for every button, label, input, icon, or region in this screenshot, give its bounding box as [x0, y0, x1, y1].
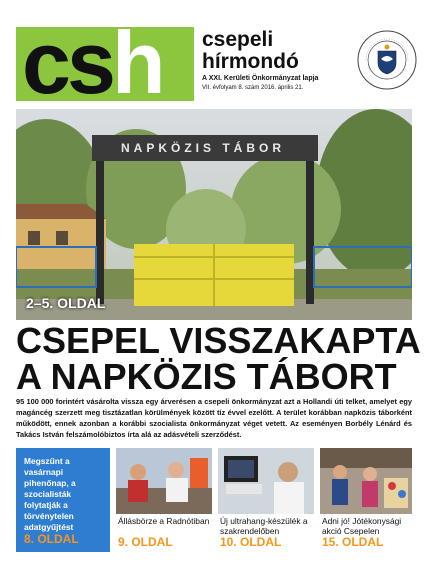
teaser-text: Új ultrahang-készülék a szakrendelőben	[220, 516, 308, 536]
newspaper-logo	[16, 27, 194, 101]
newspaper-title-line2: hírmondó	[202, 50, 299, 73]
issue-info: VII. évfolyam 8. szám 2016. április 21.	[202, 85, 304, 91]
teaser-strip	[16, 448, 412, 558]
teaser-charity[interactable]	[320, 448, 412, 552]
teaser-photo-job-fair	[116, 448, 212, 514]
newspaper-title-line1: csepeli	[202, 28, 274, 51]
teaser-page: 8. OLDAL	[24, 532, 79, 546]
hero-page-reference[interactable]: 2–5. OLDAL	[26, 295, 106, 311]
teaser-politics[interactable]	[16, 448, 110, 552]
gate-sign: NAPKÖZIS TÁBOR	[121, 141, 285, 155]
city-seal-icon	[356, 29, 418, 91]
newspaper-subtitle: A XXI. Kerületi Önkormányzat lapja	[202, 75, 319, 82]
lead-paragraph: 95 100 000 forintért vásárolta vissza egy árverésen a csepeli önkormányzat azt a Hollandi úti telket, amelyet egy magáncég szerzett meg tisztázatlan körülmények között tíz évvel ezelőtt. A terület korábban napközis táborként működött, ennek azonban a korábbi szocialista önkormányzat véget vetett. Az eseményen Borbély Lénárd és Takács István felszámolóbiztos írta alá az adásvételi szerződést.	[16, 397, 412, 439]
masthead	[16, 27, 412, 101]
title-block	[202, 29, 352, 91]
teaser-page: 15. OLDAL	[322, 535, 384, 549]
teaser-ultrasound[interactable]	[218, 448, 314, 552]
teaser-text: Állásbörze a Radnótiban	[118, 516, 210, 526]
teaser-page: 9. OLDAL	[118, 535, 173, 549]
headline-line2: A NAPKÖZIS TÁBORT	[16, 356, 397, 397]
teaser-text: Adni jó! Jótékonysági akció Csepelen	[322, 516, 402, 536]
teaser-text: Megszűnt a vasárnapi pihenőnap, a szocialisták folytatják a törvénytelen adatgyűjtést	[24, 456, 76, 532]
teaser-job-fair[interactable]	[116, 448, 212, 552]
headline-line1: CSEPEL VISSZAKAPTA	[16, 320, 421, 361]
main-headline[interactable]	[16, 320, 421, 397]
logo-letters-cs: cs	[22, 27, 112, 101]
hero-photo	[16, 109, 412, 320]
teaser-photo-charity	[320, 448, 412, 514]
teaser-page: 10. OLDAL	[220, 535, 282, 549]
teaser-photo-ultrasound	[218, 448, 314, 514]
logo-letter-h: h	[111, 27, 162, 101]
